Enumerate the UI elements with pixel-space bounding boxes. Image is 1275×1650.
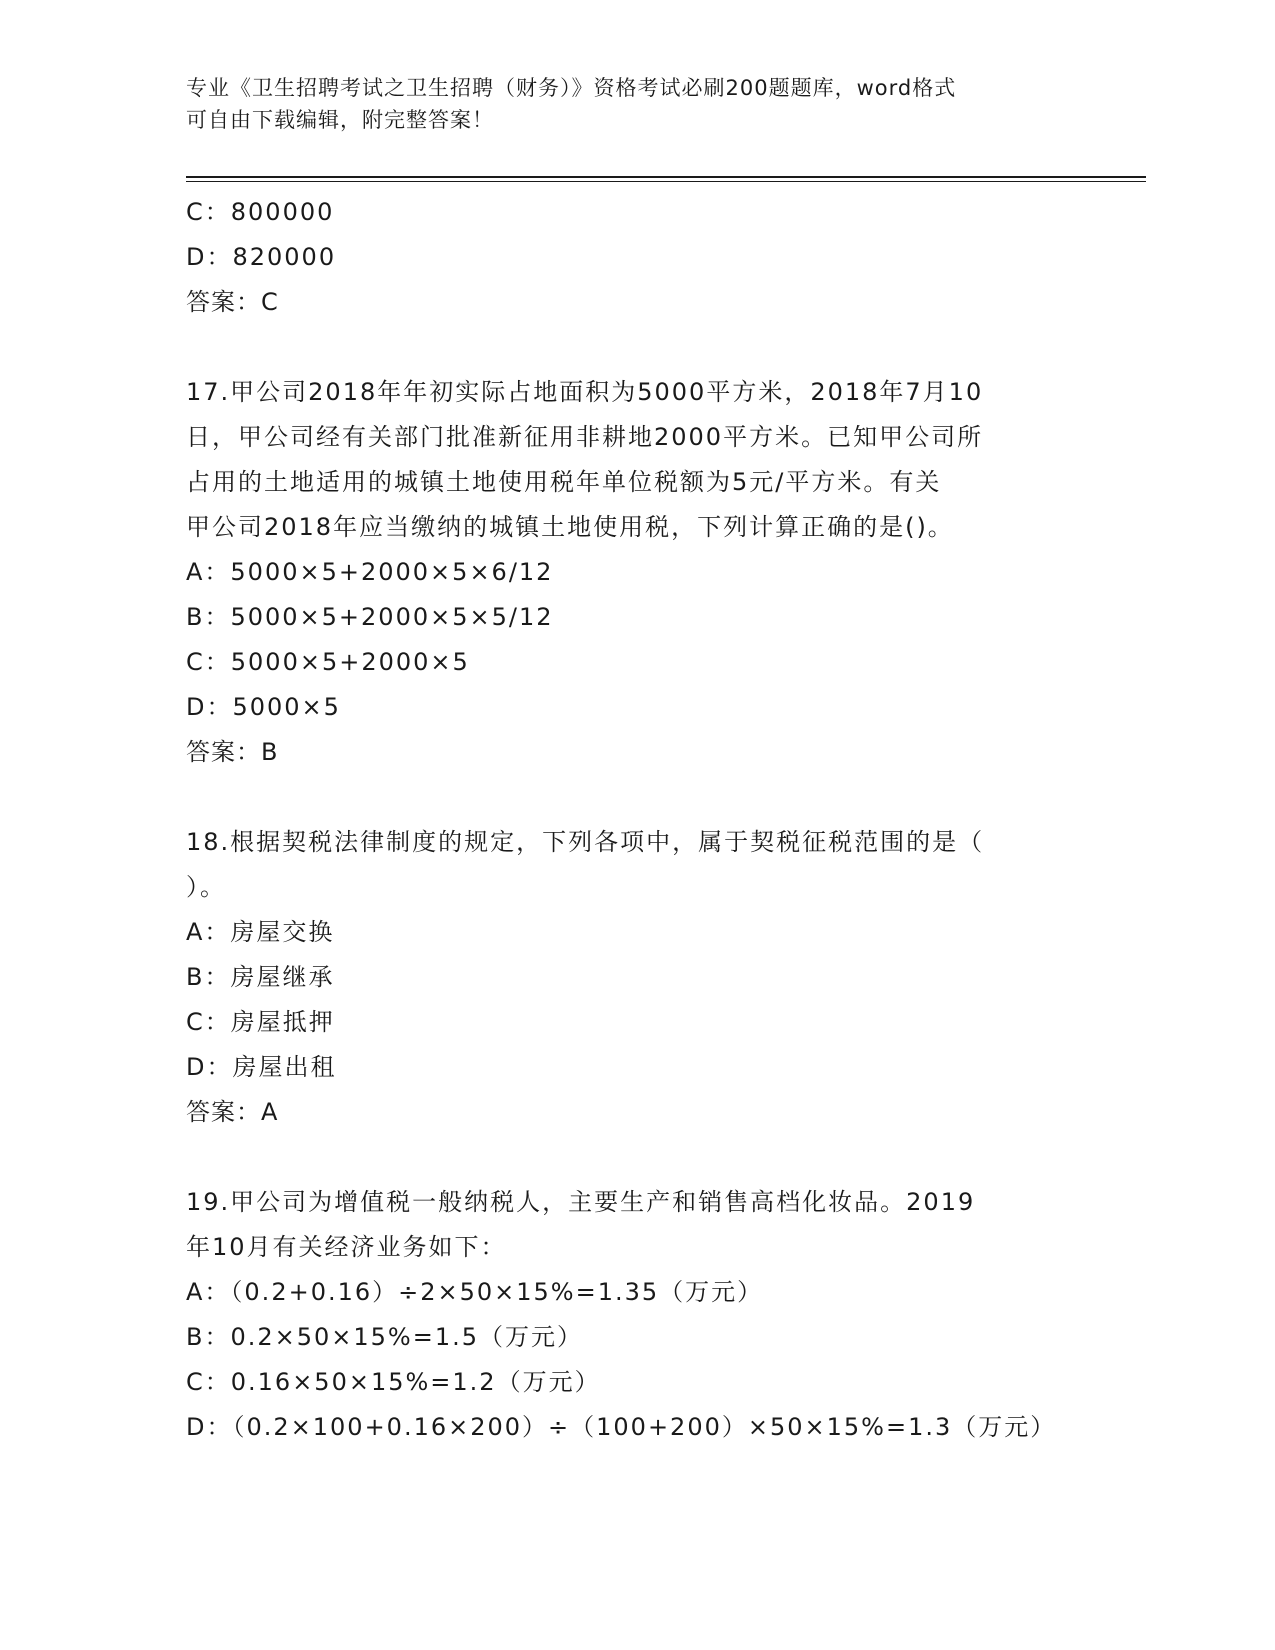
header-line-2: 可自由下载编辑，附完整答案！ (186, 108, 494, 132)
question-stem-line: 18.根据契税法律制度的规定，下列各项中，属于契税征税范围的是（ (186, 828, 985, 856)
option-a: A：5000×5+2000×5×6/12 (186, 558, 554, 586)
option-a: A：（0.2+0.16）÷2×50×15%=1.35（万元） (186, 1278, 764, 1306)
question-18 (186, 820, 1066, 1135)
answer-line: 答案：C (186, 288, 279, 316)
option-c: C：5000×5+2000×5 (186, 648, 470, 676)
answer-line: 答案：A (186, 1098, 279, 1126)
question-stem-line: 19.甲公司为增值税一般纳税人，主要生产和销售高档化妆品。2019 (186, 1188, 976, 1216)
document-header (186, 72, 1066, 136)
header-line-1: 专业《卫生招聘考试之卫生招聘（财务）》资格考试必刷200题题库，word格式 (186, 76, 957, 100)
option-d: D：5000×5 (186, 693, 341, 721)
question-stem-line: ）。 (186, 873, 226, 901)
header-divider-thick (186, 176, 1146, 178)
document-body (186, 190, 1066, 1450)
option-c: C：800000 (186, 198, 335, 226)
header-divider-thin (186, 181, 1146, 182)
question-stem-line: 甲公司2018年应当缴纳的城镇土地使用税，下列计算正确的是()。 (186, 513, 954, 541)
option-d: D：房屋出租 (186, 1053, 337, 1081)
answer-line: 答案：B (186, 738, 279, 766)
option-b: B：0.2×50×15%=1.5（万元） (186, 1323, 584, 1351)
option-c: C：0.16×50×15%=1.2（万元） (186, 1368, 601, 1396)
option-d: D：820000 (186, 243, 337, 271)
prev-question-block (186, 190, 1066, 325)
option-c: C：房屋抵押 (186, 1008, 335, 1036)
question-stem-line: 日，甲公司经有关部门批准新征用非耕地2000平方米。已知甲公司所 (186, 423, 984, 451)
question-stem-line: 17.甲公司2018年年初实际占地面积为5000平方米，2018年7月10 (186, 378, 984, 406)
question-19 (186, 1180, 1066, 1450)
option-b: B：5000×5+2000×5×5/12 (186, 603, 554, 631)
option-a: A：房屋交换 (186, 918, 335, 946)
question-17 (186, 370, 1066, 775)
option-b: B：房屋继承 (186, 963, 335, 991)
option-d: D：（0.2×100+0.16×200）÷（100+200）×50×15%=1.3（万元） (186, 1413, 1057, 1441)
question-stem-line: 占用的土地适用的城镇土地使用税年单位税额为5元/平方米。有关 (186, 468, 942, 496)
question-stem-line: 年10月有关经济业务如下： (186, 1233, 507, 1261)
